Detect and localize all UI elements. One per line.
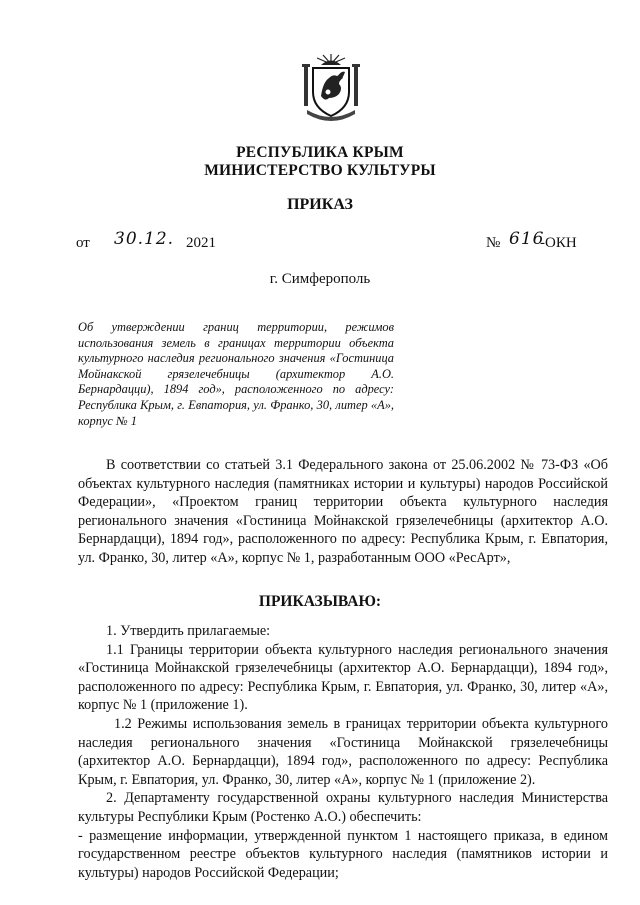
city: г. Симферополь	[269, 271, 371, 287]
subject-block: Об утверждении границ территории, режимов использования земель в границах территории объекта культурного наследия регионального значения «Гостиница Мойнакской грязелечебницы (архитектор А.О. Бернардацци), 1894 год», расположенного по адресу: Республика Крым, г. Евпатория, ул. Франко, 30, литер «А», корпус № 1	[78, 320, 394, 428]
date-prefix: от	[76, 235, 90, 251]
number-suffix: -ОКН	[540, 235, 577, 251]
date-year: 2021	[186, 235, 216, 251]
preamble-paragraph: В соответствии со статьей 3.1 Федерального закона от 25.06.2002 № 73-ФЗ «Об объектах культурного наследия (памятниках истории и культуры) народов Российской Федерации», «Проектом границ территории объекта культурного наследия регионального значения «Гостиница Мойнакской грязелечебницы (архитектор А.О. Бернардацци), 1894 год», расположенного по адресу: Республика Крым, г. Евпатория, ул. Франко, 30, литер «А», корпус № 1, разработанным ООО «РесАрт»,	[78, 457, 608, 566]
number-prefix: №	[486, 235, 501, 251]
item-1: 1. Утвердить прилагаемые:	[106, 623, 271, 639]
date-handwritten: 30.12.	[114, 229, 175, 249]
doc-type-title: ПРИКАЗ	[287, 196, 353, 213]
item-2-a: - размещение информации, утвержденной пунктом 1 настоящего приказа, в едином государственном реестре объектов культурного наследия (памятников истории и культуры) народов Российской Федерации;	[78, 827, 608, 881]
item-1-1: 1.1 Границы территории объекта культурного наследия регионального значения «Гостиница Мойнакской грязелечебницы (архитектор А.О. Бернардацци), 1894 год», расположенного по адресу: Республика Крым, г. Евпатория, ул. Франко, 30, литер «А», корпус № 1 (приложение 1).	[78, 641, 608, 714]
items-list	[78, 622, 608, 882]
order-word: ПРИКАЗЫВАЮ:	[258, 593, 382, 610]
item-1-2: 1.2 Режимы использования земель в границах территории объекта культурного наследия регионального значения «Гостиница Мойнакской грязелечебницы (архитектор А.О. Бернардацци), 1894 год», расположенного по адресу: Республика Крым, г. Евпатория, ул. Франко, 30, литер «А», корпус № 1 (приложение 2).	[78, 715, 608, 788]
org-line-2: МИНИСТЕРСТВО КУЛЬТУРЫ	[204, 162, 436, 179]
crimea-coat-of-arms-icon	[299, 52, 363, 124]
org-line-1: РЕСПУБЛИКА КРЫМ	[236, 144, 404, 161]
item-2: 2. Департаменту государственной охраны культурного наследия Министерства культуры Республики Крым (Ростенко А.О.) обеспечить:	[78, 790, 608, 825]
number-handwritten: 616	[509, 229, 545, 249]
